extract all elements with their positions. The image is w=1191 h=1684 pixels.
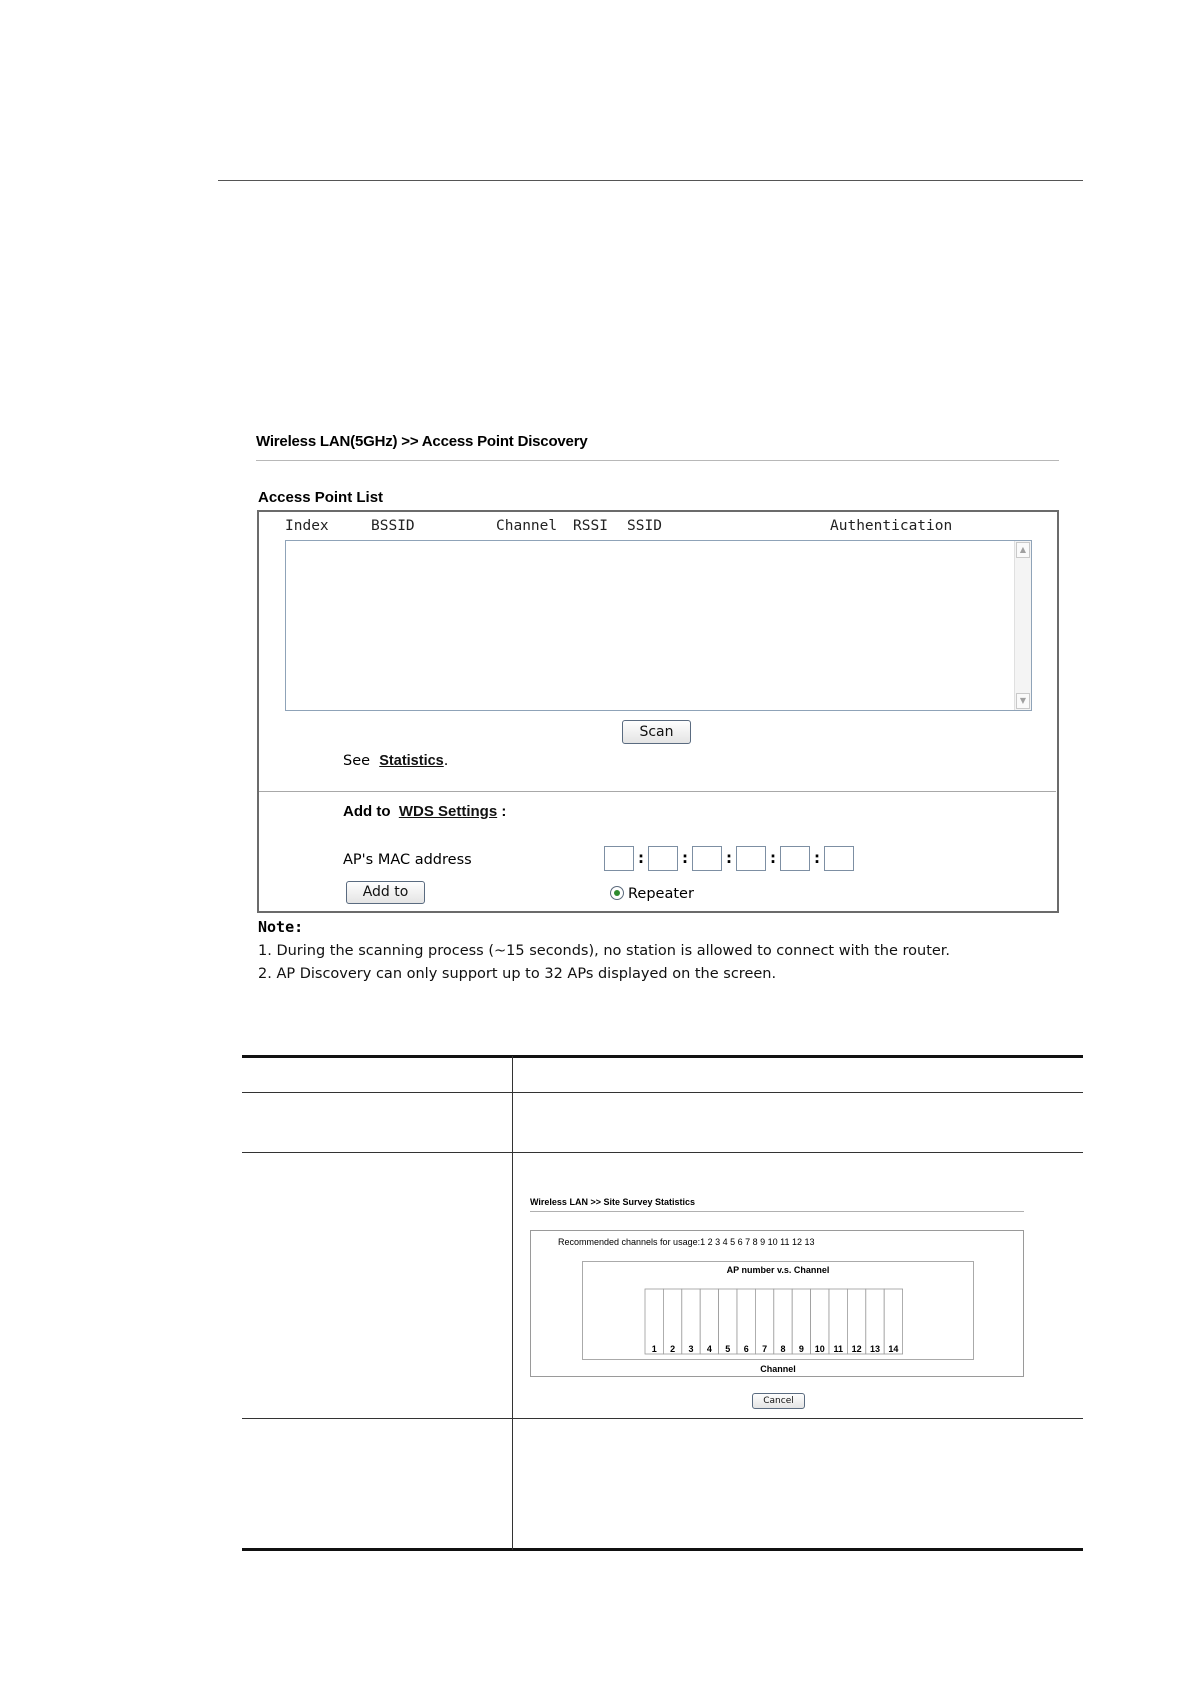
chart-tick-label: 11: [833, 1344, 843, 1354]
column-header-authentication: Authentication: [830, 518, 953, 534]
ap-channel-chart: [582, 1261, 974, 1360]
recommended-channels: Recommended channels for usage:1 2 3 4 5 6 7 8 9 10 11 12 13: [558, 1237, 815, 1247]
table-row-divider: [242, 1418, 1083, 1419]
chart-title: AP number v.s. Channel: [726, 1265, 830, 1275]
table-row-divider: [242, 1152, 1083, 1153]
scan-button[interactable]: Scan: [622, 720, 691, 744]
chart-tick-label: 3: [688, 1344, 694, 1354]
chart-tick-label: 5: [725, 1344, 731, 1354]
chart-x-label: Channel: [760, 1364, 796, 1374]
mac-colon: :: [770, 849, 776, 867]
table-row-divider: [242, 1092, 1083, 1093]
repeater-label: Repeater: [628, 886, 694, 902]
column-header-rssi: RSSI: [573, 518, 608, 534]
chart-tick-label: 1: [651, 1344, 657, 1354]
statistics-link[interactable]: Statistics: [379, 753, 444, 769]
chart-tick-label: 7: [762, 1344, 768, 1354]
mac-octet-1-input[interactable]: [604, 846, 634, 871]
breadcrumb-divider: [256, 460, 1059, 461]
table-bottom-rule: [242, 1548, 1083, 1551]
listbox-scrollbar[interactable]: [1014, 541, 1031, 710]
note-item-1: 1. During the scanning process (~15 seconds), no station is allowed to connect with the router.: [258, 943, 951, 959]
scroll-down-arrow-icon[interactable]: ▼: [1016, 693, 1030, 709]
add-to-wds-heading: [343, 803, 506, 820]
mac-octet-5-input[interactable]: [780, 846, 810, 871]
mac-octet-3-input[interactable]: [692, 846, 722, 871]
chart-tick-label: 14: [888, 1344, 899, 1354]
mac-colon: :: [726, 849, 732, 867]
mac-octet-2-input[interactable]: [648, 846, 678, 871]
access-point-listbox[interactable]: [285, 540, 1032, 711]
chart-tick-label: 6: [743, 1344, 749, 1354]
mac-address-label: AP's MAC address: [343, 852, 472, 868]
table-top-rule: [242, 1055, 1083, 1058]
section-divider: [259, 791, 1056, 792]
cancel-button[interactable]: Cancel: [752, 1393, 805, 1409]
chart-tick-label: 13: [869, 1344, 881, 1354]
statistics-divider: [530, 1211, 1024, 1212]
statistics-breadcrumb: Wireless LAN >> Site Survey Statistics: [530, 1197, 695, 1207]
mac-colon: :: [814, 849, 820, 867]
see-suffix: .: [443, 753, 449, 769]
chart-tick-label: 9: [798, 1344, 804, 1354]
scroll-up-arrow-icon[interactable]: ▲: [1016, 542, 1030, 558]
chart-tick-label: 4: [706, 1344, 712, 1354]
add-to-prefix: Add to: [343, 803, 391, 820]
add-to-suffix: :: [501, 803, 507, 820]
chart-tick-label: 12: [851, 1344, 862, 1354]
mac-octet-6-input[interactable]: [824, 846, 854, 871]
note-item-2: 2. AP Discovery can only support up to 32 APs displayed on the screen.: [258, 966, 777, 982]
column-header-ssid: SSID: [627, 518, 662, 534]
column-header-channel: Channel: [496, 518, 558, 534]
add-to-button[interactable]: Add to: [346, 881, 425, 904]
chart-tick-label: 2: [670, 1344, 676, 1354]
see-prefix: See: [343, 753, 371, 769]
breadcrumb: Wireless LAN(5GHz) >> Access Point Discovery: [256, 433, 588, 450]
see-statistics-line: [343, 753, 448, 769]
wds-settings-link[interactable]: WDS Settings: [398, 803, 498, 820]
mac-colon: :: [682, 849, 688, 867]
column-header-bssid: BSSID: [371, 518, 415, 534]
table-column-divider: [512, 1056, 513, 1550]
mac-octet-4-input[interactable]: [736, 846, 766, 871]
column-header-index: Index: [285, 518, 329, 534]
note-title: Note:: [258, 918, 304, 936]
access-point-list-title: Access Point List: [258, 489, 384, 506]
chart-tick-label: 10: [814, 1344, 825, 1354]
repeater-radio[interactable]: [610, 886, 624, 900]
chart-tick-label: 8: [780, 1344, 786, 1354]
header-rule: [218, 180, 1083, 181]
mac-colon: :: [638, 849, 644, 867]
